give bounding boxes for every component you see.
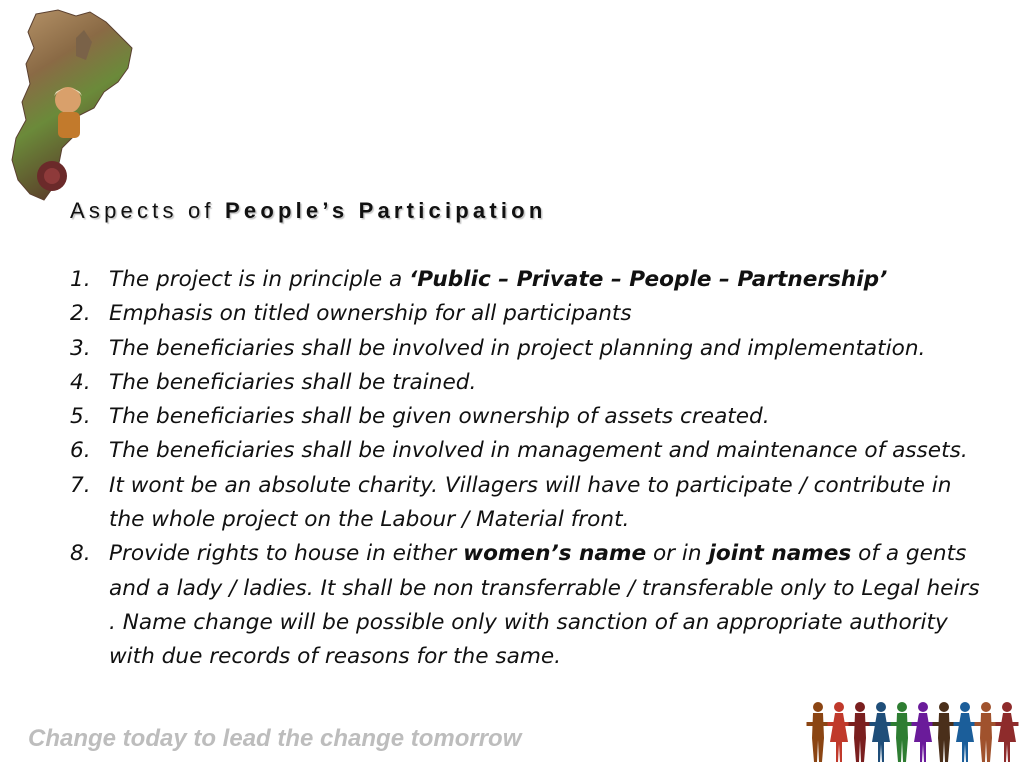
- item-bold-text: women’s name: [463, 541, 647, 567]
- person-figure: [807, 702, 830, 762]
- item-number: 1.: [70, 267, 91, 292]
- list-item: [62, 434, 992, 468]
- list-item: [62, 263, 992, 297]
- heading-emphasis: People’s Participation: [225, 198, 547, 223]
- item-text: The beneficiaries shall be involved in project planning and implementation.: [109, 335, 926, 361]
- item-text: or in: [646, 541, 709, 567]
- item-bold-text: ‘Public – Private – People – Partnership’: [409, 267, 888, 292]
- item-text: of a gents and a lady / ladies. It shall be non transferrable / transferable only to Legal heirs . Name change will be possible only with sanction of an appropriate authority with due records of reasons for the same.: [109, 541, 980, 670]
- person-figure: [933, 702, 956, 762]
- item-number: 6.: [70, 438, 91, 464]
- slide-tagline: Change today to lead the change tomorrow: [28, 725, 522, 752]
- item-number: 2.: [70, 301, 91, 327]
- item-text: It wont be an absolute charity. Villagers will have to participate / contribute in the whole project on the Labour / Material front.: [109, 472, 952, 533]
- person-figure: [891, 702, 914, 762]
- item-number: 3.: [70, 335, 91, 361]
- item-number: 5.: [70, 404, 91, 430]
- item-text: The project is in principle a: [109, 267, 410, 292]
- person-figure: [954, 702, 977, 762]
- map-collage-image: [6, 8, 138, 204]
- participation-points-list: [62, 263, 992, 675]
- person-figure: [996, 702, 1019, 762]
- item-bold-text: joint names: [708, 541, 852, 567]
- person-figure: [849, 702, 872, 762]
- item-text: Provide rights to house in either: [109, 541, 464, 567]
- list-item: [62, 400, 992, 434]
- list-item: [62, 537, 992, 674]
- item-text: Emphasis on titled ownership for all participants: [109, 301, 632, 327]
- slide-heading: [70, 198, 546, 224]
- person-figure: [870, 702, 893, 762]
- list-item: [62, 297, 992, 331]
- item-text: The beneficiaries shall be involved in management and maintenance of assets.: [109, 438, 968, 464]
- item-text: The beneficiaries shall be given ownership of assets created.: [109, 404, 770, 430]
- item-number: 7.: [70, 472, 91, 498]
- person-figure: [828, 702, 851, 762]
- people-chain-image: [806, 700, 1020, 766]
- person-figure: [975, 702, 998, 762]
- heading-prefix: Aspects of: [70, 198, 215, 223]
- person-figure: [912, 702, 935, 762]
- list-item: [62, 366, 992, 400]
- item-text: The beneficiaries shall be trained.: [109, 369, 477, 395]
- item-number: 4.: [70, 369, 91, 395]
- item-number: 8.: [70, 541, 91, 567]
- list-item: [62, 332, 992, 366]
- list-item: [62, 469, 992, 538]
